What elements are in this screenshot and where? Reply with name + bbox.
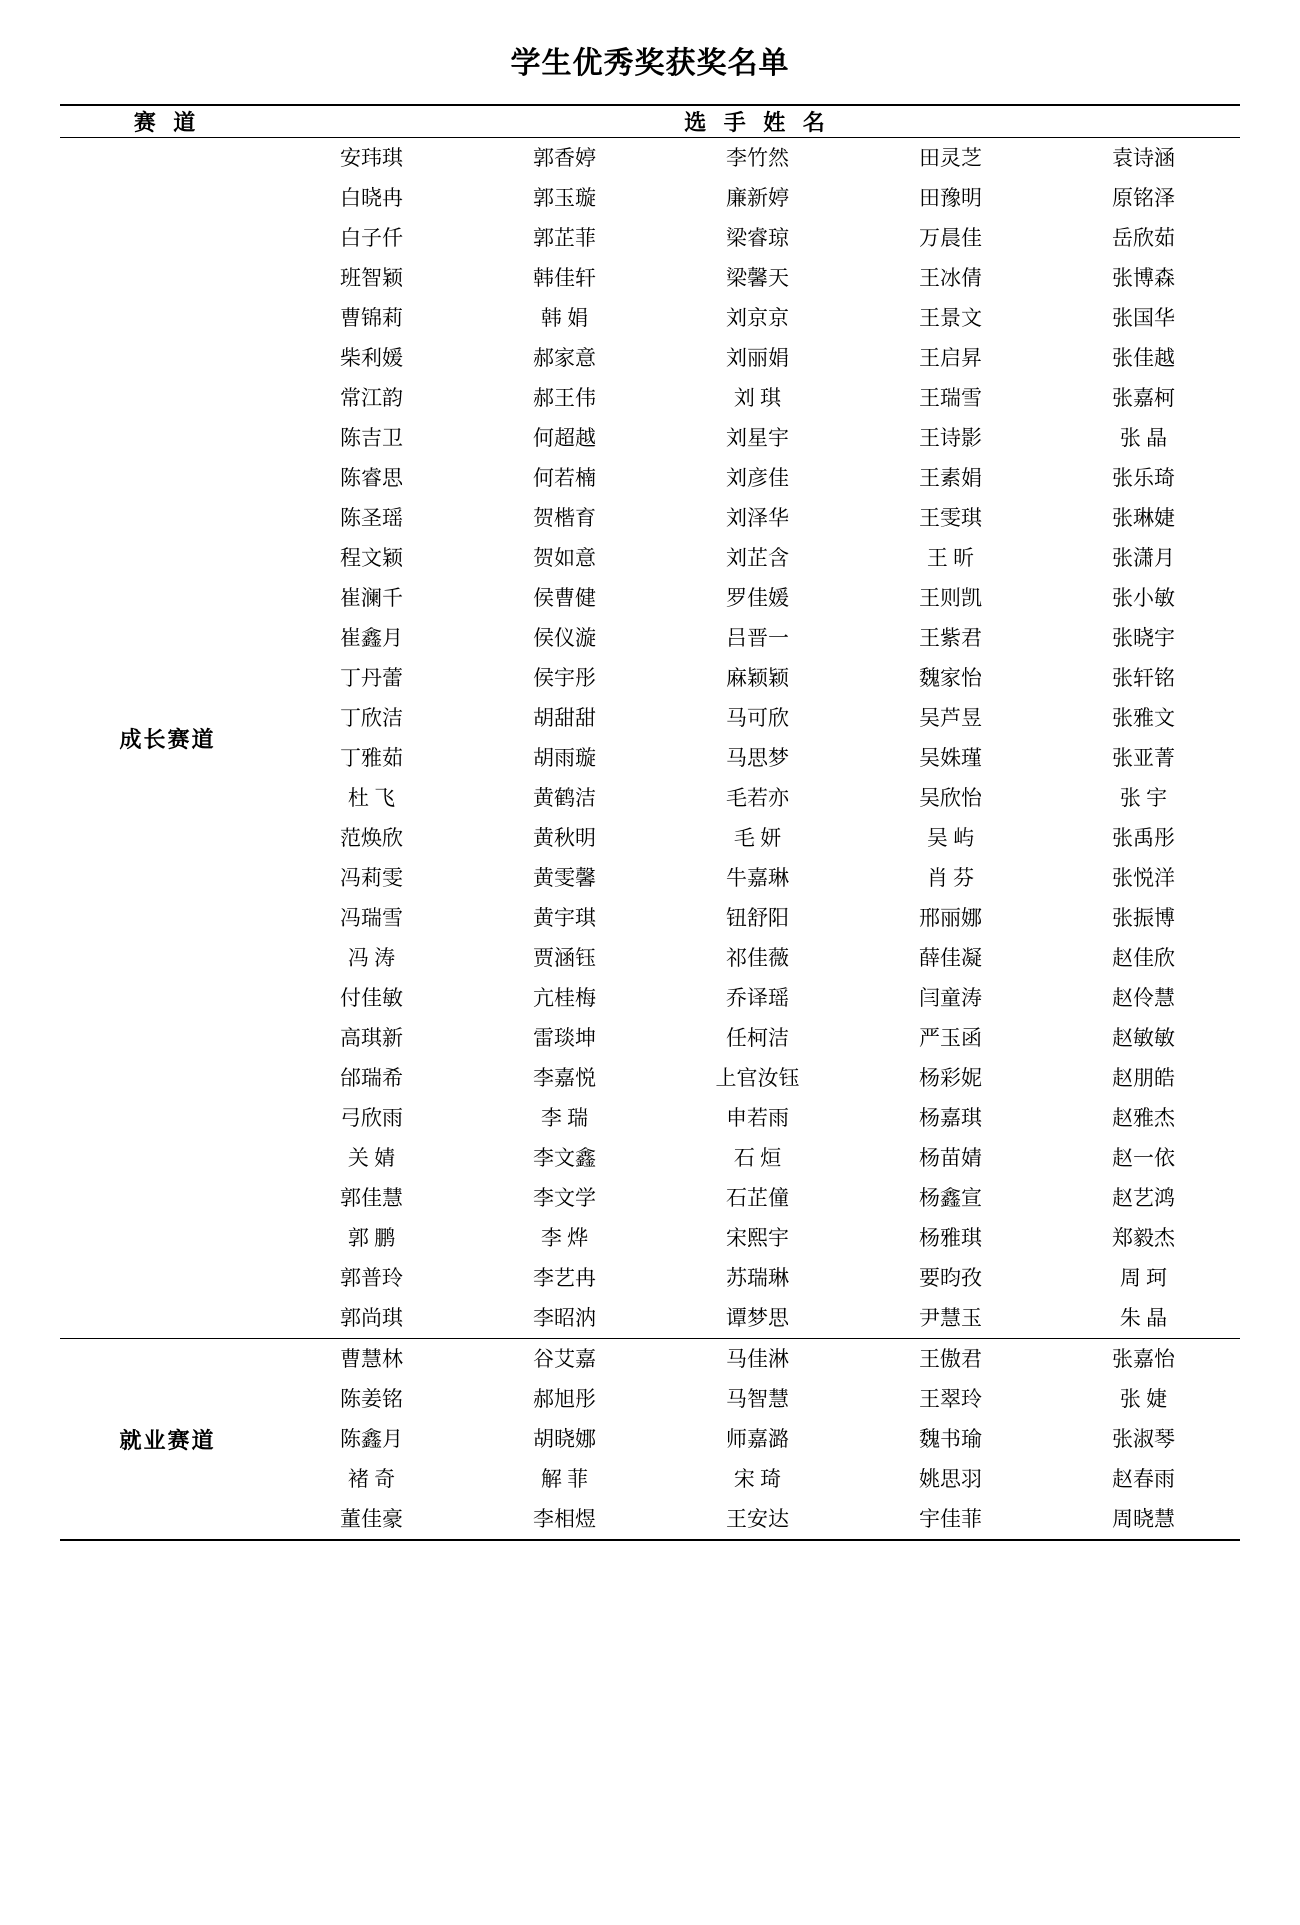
participant-name: 田灵芝: [854, 138, 1047, 179]
participant-name: 贺如意: [532, 546, 596, 570]
participant-name: 刘泽华: [725, 506, 789, 530]
participant-name: 张小敏: [1112, 586, 1175, 610]
participant-name: 王雯琪: [918, 506, 982, 530]
participant-name: 李文学: [532, 1186, 596, 1210]
participant-name: 姚思羽: [918, 1467, 982, 1491]
participant-name: 赵朋皓: [1112, 1066, 1175, 1090]
participant-name: 任柯洁: [725, 1026, 789, 1050]
participant-name: 张晓宇: [1112, 626, 1175, 650]
participant-name: 李 瑞: [540, 1106, 589, 1130]
participant-name: 周晓慧: [1112, 1507, 1175, 1531]
participant-name: 陈圣瑶: [339, 506, 403, 530]
participant-name: 要昀孜: [918, 1266, 982, 1290]
participant-name: 申若雨: [725, 1106, 789, 1130]
participant-name: 黄雯馨: [532, 866, 596, 890]
participant-name: 王 昕: [926, 546, 975, 570]
participant-name: 张嘉柯: [1112, 386, 1175, 410]
participant-name: 关 婧: [347, 1146, 396, 1170]
participant-name: 陈鑫月: [339, 1427, 403, 1451]
participant-name: 刘星宇: [725, 426, 789, 450]
participant-name: 吴欣怡: [918, 786, 982, 810]
participant-name: 弓欣雨: [339, 1106, 403, 1130]
participant-name: 张 婕: [1119, 1387, 1168, 1411]
participant-name: 薛佳凝: [918, 946, 982, 970]
participant-name: 王景文: [918, 306, 982, 330]
participant-name: 张亚菁: [1112, 746, 1175, 770]
participant-name: 刘彦佳: [725, 466, 789, 490]
participant-name: 郑毅杰: [1112, 1226, 1175, 1250]
table-row: [60, 1339, 1240, 1380]
participant-name: 闫童涛: [918, 986, 982, 1010]
participant-name: 杨鑫宣: [918, 1186, 982, 1210]
participant-name: 范焕欣: [339, 826, 403, 850]
participant-name: 张琳婕: [1112, 506, 1175, 530]
participant-name: 张淑琴: [1112, 1427, 1175, 1451]
participant-name: 毛若亦: [725, 786, 789, 810]
participant-name: 李相煜: [532, 1507, 596, 1531]
column-header-track: 赛 道: [60, 105, 275, 138]
participant-name: 马智慧: [725, 1387, 789, 1411]
participant-name: 郭 鹏: [347, 1226, 396, 1250]
participant-name: 王启昇: [918, 346, 982, 370]
participant-name: 解 菲: [540, 1467, 589, 1491]
participant-name: 李昭汭: [532, 1306, 596, 1330]
participant-name: 柴利媛: [339, 346, 403, 370]
participant-name: 宇佳菲: [918, 1507, 982, 1531]
participant-name: 侯仪漩: [532, 626, 596, 650]
participant-name: 陈睿思: [339, 466, 403, 490]
participant-name: 梁睿琼: [725, 226, 789, 250]
participant-name: 赵敏敏: [1112, 1026, 1175, 1050]
participant-name: 张 宇: [1119, 786, 1168, 810]
participant-name: 胡甜甜: [532, 706, 596, 730]
participant-name: 王傲君: [854, 1339, 1047, 1380]
participant-name: 郝家意: [532, 346, 596, 370]
participant-name: 张振博: [1112, 906, 1175, 930]
participant-name: 赵佳欣: [1112, 946, 1175, 970]
participant-name: 王瑞雪: [918, 386, 982, 410]
participant-name: 邢丽娜: [918, 906, 982, 930]
participant-name: 马佳淋: [661, 1339, 854, 1380]
participant-name: 杜 飞: [347, 786, 396, 810]
participant-name: 郭佳慧: [339, 1186, 403, 1210]
participant-name: 师嘉潞: [725, 1427, 789, 1451]
participant-name: 贾涵钰: [532, 946, 596, 970]
participant-name: 丁丹蕾: [339, 666, 403, 690]
participant-name: 班智颖: [339, 266, 403, 290]
participant-name: 宋熙宇: [725, 1226, 789, 1250]
participant-name: 冯 涛: [347, 946, 396, 970]
participant-name: 麻颖颖: [725, 666, 789, 690]
participant-name: 张佳越: [1112, 346, 1175, 370]
participant-name: 马思梦: [725, 746, 789, 770]
participant-name: 黄秋明: [532, 826, 596, 850]
participant-name: 韩佳轩: [532, 266, 596, 290]
bottom-rule-cell: [60, 1540, 1240, 1541]
participant-name: 袁诗涵: [1047, 138, 1240, 179]
participant-name: 常江韵: [339, 386, 403, 410]
participant-name: 杨苗婧: [918, 1146, 982, 1170]
participant-name: 付佳敏: [339, 986, 403, 1010]
participant-name: 杨嘉琪: [918, 1106, 982, 1130]
participant-name: 吴芦昱: [918, 706, 982, 730]
participant-name: 严玉函: [918, 1026, 982, 1050]
participant-name: 何超越: [532, 426, 596, 450]
participant-name: 何若楠: [532, 466, 596, 490]
participant-name: 钮舒阳: [725, 906, 789, 930]
participant-name: 王则凯: [918, 586, 982, 610]
participant-name: 乔译瑶: [725, 986, 789, 1010]
participant-name: 毛 妍: [733, 826, 782, 850]
participant-name: 贺楷育: [532, 506, 596, 530]
participant-name: 魏家怡: [918, 666, 982, 690]
participant-name: 胡雨璇: [532, 746, 596, 770]
column-header-names: 选 手 姓 名: [275, 105, 1240, 138]
participant-name: 程文颖: [339, 546, 403, 570]
participant-name: 梁馨天: [725, 266, 789, 290]
participant-name: 侯宇彤: [532, 666, 596, 690]
participant-name: 冯瑞雪: [339, 906, 403, 930]
participant-name: 郭芷菲: [532, 226, 596, 250]
participant-name: 高琪新: [339, 1026, 403, 1050]
participant-name: 陈姜铭: [339, 1387, 403, 1411]
participant-name: 谭梦思: [725, 1306, 789, 1330]
participant-name: 王诗影: [918, 426, 982, 450]
participant-name: 胡晓娜: [532, 1427, 596, 1451]
participant-name: 罗佳媛: [725, 586, 789, 610]
participant-name: 雷琰坤: [532, 1026, 596, 1050]
participant-name: 张雅文: [1112, 706, 1175, 730]
participant-name: 刘芷含: [725, 546, 789, 570]
participant-name: 崔澜千: [339, 586, 403, 610]
participant-name: 黄鹤洁: [532, 786, 596, 810]
participant-name: 杨雅琪: [918, 1226, 982, 1250]
participant-name: 郝旭彤: [532, 1387, 596, 1411]
participant-name: 万晨佳: [918, 226, 982, 250]
participant-name: 白晓冉: [339, 186, 403, 210]
participant-name: 王翠玲: [918, 1387, 982, 1411]
participant-name: 赵春雨: [1112, 1467, 1175, 1491]
participant-name: 张禹彤: [1112, 826, 1175, 850]
participant-name: 曹锦莉: [339, 306, 403, 330]
participant-name: 褚 奇: [347, 1467, 396, 1491]
participant-name: 苏瑞琳: [725, 1266, 789, 1290]
track-label: 就业赛道: [60, 1339, 275, 1541]
participant-name: 宋 琦: [733, 1467, 782, 1491]
participant-name: 冯莉雯: [339, 866, 403, 890]
participant-name: 吕晋一: [725, 626, 789, 650]
participant-name: 上官汝钰: [715, 1066, 800, 1090]
participant-name: 吴姝瑾: [918, 746, 982, 770]
participant-name: 王安达: [725, 1507, 789, 1531]
table-header-row: [60, 105, 1240, 138]
participant-name: 郭尚琪: [339, 1306, 403, 1330]
participant-name: 廉新婷: [725, 186, 789, 210]
participant-name: 原铭泽: [1112, 186, 1175, 210]
participant-name: 李竹然: [661, 138, 854, 179]
participant-name: 肖 芬: [926, 866, 975, 890]
participant-name: 牛嘉琳: [725, 866, 789, 890]
participant-name: 马可欣: [725, 706, 789, 730]
participant-name: 郭普玲: [339, 1266, 403, 1290]
participant-name: 王冰倩: [918, 266, 982, 290]
participant-name: 王紫君: [918, 626, 982, 650]
participant-name: 丁欣洁: [339, 706, 403, 730]
participant-name: 杨彩妮: [918, 1066, 982, 1090]
award-list-table: [60, 104, 1240, 1541]
participant-name: 张嘉怡: [1047, 1339, 1240, 1380]
participant-name: 石 烜: [733, 1146, 782, 1170]
participant-name: 刘丽娟: [725, 346, 789, 370]
participant-name: 黄宇琪: [532, 906, 596, 930]
participant-name: 谷艾嘉: [468, 1339, 661, 1380]
participant-name: 董佳豪: [339, 1507, 403, 1531]
participant-name: 田豫明: [918, 186, 982, 210]
participant-name: 吴 屿: [926, 826, 975, 850]
participant-name: 郭玉璇: [532, 186, 596, 210]
participant-name: 张悦洋: [1112, 866, 1175, 890]
participant-name: 安玮琪: [275, 138, 468, 179]
participant-name: 李嘉悦: [532, 1066, 596, 1090]
participant-name: 邰瑞希: [339, 1066, 403, 1090]
participant-name: 李文鑫: [532, 1146, 596, 1170]
participant-name: 郝王伟: [532, 386, 596, 410]
participant-name: 朱 晶: [1119, 1306, 1168, 1330]
participant-name: 韩 娟: [540, 306, 589, 330]
participant-name: 陈吉卫: [339, 426, 403, 450]
participant-name: 郭香婷: [468, 138, 661, 179]
participant-name: 张轩铭: [1112, 666, 1175, 690]
participant-name: 王素娟: [918, 466, 982, 490]
participant-name: 张博森: [1112, 266, 1175, 290]
participant-name: 丁雅茹: [339, 746, 403, 770]
participant-name: 张国华: [1112, 306, 1175, 330]
participant-name: 尹慧玉: [918, 1306, 982, 1330]
participant-name: 刘 琪: [733, 386, 782, 410]
participant-name: 赵伶慧: [1112, 986, 1175, 1010]
participant-name: 李 烨: [540, 1226, 589, 1250]
participant-name: 亢桂梅: [532, 986, 596, 1010]
participant-name: 张 晶: [1119, 426, 1168, 450]
track-label: 成长赛道: [60, 138, 275, 1339]
participant-name: 石芷僮: [725, 1186, 789, 1210]
participant-name: 侯曹健: [532, 586, 596, 610]
participant-name: 李艺冉: [532, 1266, 596, 1290]
participant-name: 赵一依: [1112, 1146, 1175, 1170]
participant-name: 张潇月: [1112, 546, 1175, 570]
participant-name: 岳欣茹: [1112, 226, 1175, 250]
participant-name: 刘京京: [725, 306, 789, 330]
participant-name: 崔鑫月: [339, 626, 403, 650]
participant-name: 赵艺鸿: [1112, 1186, 1175, 1210]
participant-name: 白子仟: [339, 226, 403, 250]
page-title: 学生优秀奖获奖名单: [510, 47, 790, 80]
table-bottom-rule: [60, 1540, 1240, 1541]
participant-name: 祁佳薇: [725, 946, 789, 970]
participant-name: 张乐琦: [1112, 466, 1175, 490]
table-row: [60, 138, 1240, 179]
participant-name: 曹慧林: [275, 1339, 468, 1380]
participant-name: 赵雅杰: [1112, 1106, 1175, 1130]
participant-name: 魏书瑜: [918, 1427, 982, 1451]
participant-name: 周 珂: [1119, 1266, 1168, 1290]
